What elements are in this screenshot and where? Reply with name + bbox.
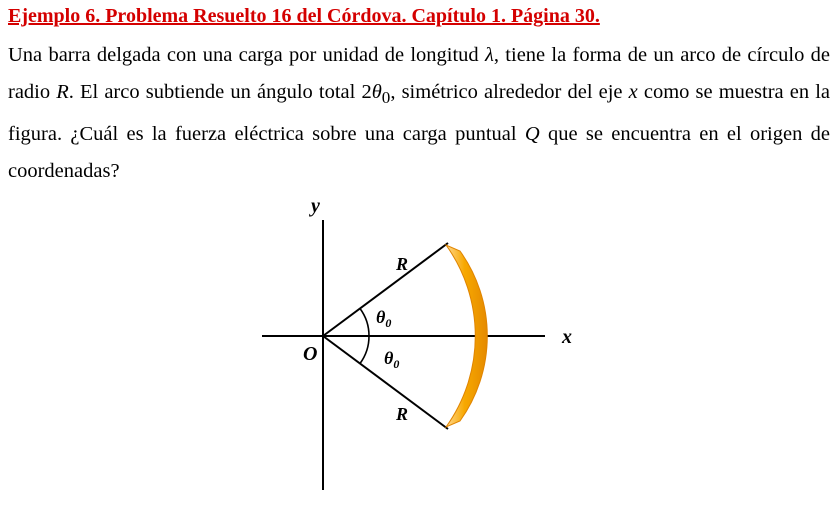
angle-arc-bottom xyxy=(360,336,369,364)
radius-label-bottom: R xyxy=(396,404,409,424)
symbol-theta: θ xyxy=(371,81,382,103)
statement-text-2: , tiene la forma de un arco de círculo de radio xyxy=(8,44,830,103)
symbol-Q: Q xyxy=(524,123,540,146)
statement-text-1: Una barra delgada con una carga por unidad de longitud xyxy=(8,44,485,66)
angle-arc-top xyxy=(360,309,369,337)
statement-text-6: que se encuentra en el origen de coordenadas? xyxy=(8,123,830,183)
theta-label-top: $\theta_0$ xyxy=(376,307,392,330)
problem-statement xyxy=(8,37,830,190)
y-axis-label: y xyxy=(311,195,320,217)
statement-text-4: , simétrico alrededor del eje xyxy=(390,81,629,103)
subscript-zero: 0 xyxy=(381,88,391,108)
statement-text-5: como se muestra en la figura. ¿Cuál es la fuerza eléctrica sobre una carga puntual xyxy=(8,81,830,146)
x-axis-label: x xyxy=(562,326,572,348)
theta-label-bottom: $\theta_0$ xyxy=(384,348,400,371)
statement-text-3: . El arco subtiende un ángulo total 2 xyxy=(68,81,372,103)
symbol-lambda: λ xyxy=(484,44,494,66)
radius-label-top: R xyxy=(396,254,409,274)
symbol-R: R xyxy=(56,81,69,103)
arc-figure xyxy=(250,190,590,495)
page-title: Ejemplo 6. Problema Resuelto 16 del Córdova. Capítulo 1. Página 30. xyxy=(8,5,600,27)
symbol-x: x xyxy=(628,81,638,103)
origin-label: O xyxy=(303,343,318,365)
